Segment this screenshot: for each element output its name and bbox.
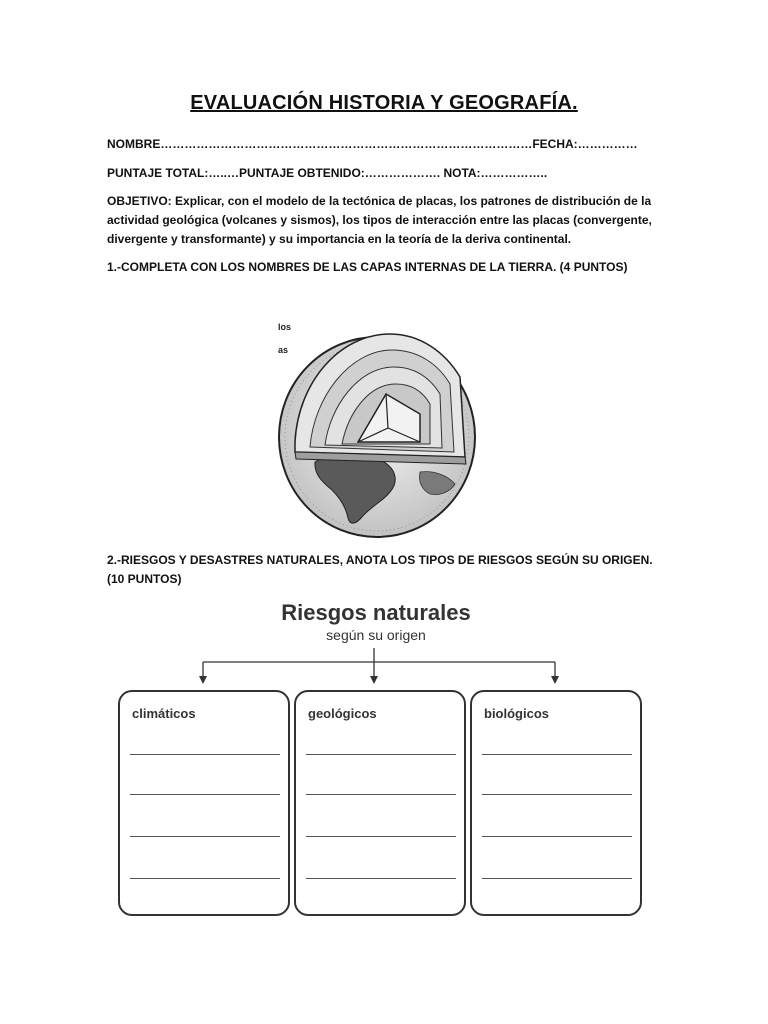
category-box-biologicos [470,690,642,916]
category-box-climaticos [118,690,290,916]
figure-fragment-text: los [278,322,292,332]
risks-diagram [106,596,646,926]
diagram-subtitle: según su origen [326,627,426,643]
answer-line[interactable] [306,754,456,755]
answer-line[interactable] [482,836,632,837]
objective-text: OBJETIVO: Explicar, con el modelo de la tectónica de placas, los patrones de distribución de la actividad geológica (volcanes y sismos), los tipos de interacción entre las placas (convergente, divergente y transformante) y su importancia en la teoría de la deriva continental. [107,194,652,246]
earth-cutaway-illustration [270,312,480,542]
answer-line[interactable] [130,794,280,795]
category-label: geológicos [308,706,377,721]
answer-line[interactable] [306,794,456,795]
answer-line[interactable] [482,794,632,795]
earth-layers-figure [270,312,480,542]
answer-line[interactable] [306,836,456,837]
category-label: biológicos [484,706,549,721]
page-title: EVALUACIÓN HISTORIA Y GEOGRAFÍA. [190,92,578,114]
category-box-geologicos [294,690,466,916]
answer-line[interactable] [482,754,632,755]
figure-fragment-text: as [278,345,289,355]
answer-line[interactable] [306,878,456,879]
answer-line[interactable] [130,754,280,755]
question-2-text: 2.-RIESGOS Y DESASTRES NATURALES, ANOTA LOS TIPOS DE RIESGOS SEGÚN SU ORIGEN. (10 PUNTOS) [107,553,653,586]
score-line: PUNTAJE TOTAL:…..…PUNTAJE OBTENIDO:………………. NOTA:…………….. [107,166,548,180]
answer-line[interactable] [130,878,280,879]
answer-line[interactable] [482,878,632,879]
answer-line[interactable] [130,836,280,837]
category-label: climáticos [132,706,196,721]
name-date-line: NOMBRE…………………………………………………………………………………FECHA:…………… [107,137,638,151]
question-1-text: 1.-COMPLETA CON LOS NOMBRES DE LAS CAPAS INTERNAS DE LA TIERRA. (4 PUNTOS) [107,260,628,274]
diagram-title: Riesgos naturales [281,600,471,625]
